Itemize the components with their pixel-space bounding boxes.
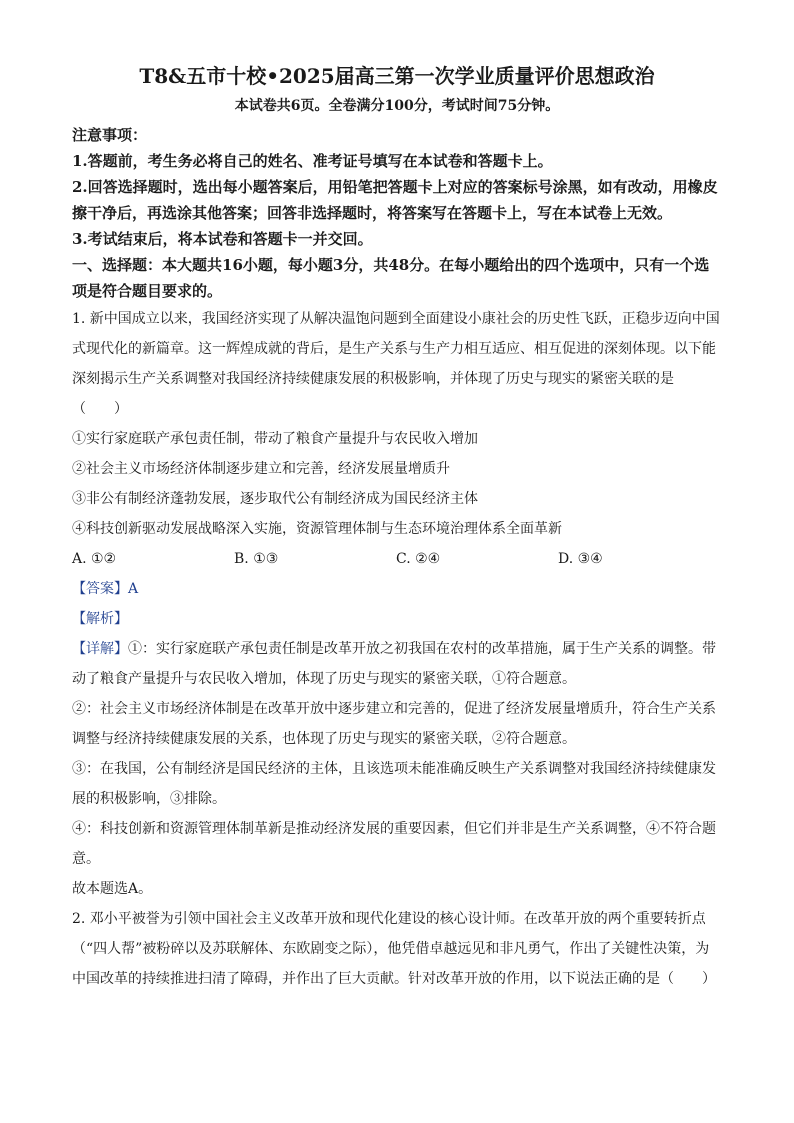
q1-option-a: A. ①② [72, 551, 117, 567]
q1-statement-4: ④科技创新驱动发展战略深入实施，资源管理体制与生态环境治理体系全面革新 [72, 521, 562, 537]
q1-options [72, 544, 722, 574]
q1-statement-1: ①实行家庭联产承包责任制，带动了粮食产量提升与农民收入增加 [72, 431, 478, 447]
q1-answer: 【答案】A [72, 581, 139, 597]
question-2 [72, 904, 722, 994]
notice-item-1: 1.答题前，考生务必将自己的姓名、准考证号填写在本试卷和答题卡上。 [72, 152, 553, 170]
q1-option-c: C. ②④ [396, 551, 441, 567]
q1-detail-4: ④：科技创新和资源管理体制革新是推动经济发展的重要因素，但它们并非是生产关系调整，④不符合题意。 [72, 821, 716, 867]
exam-page [72, 62, 722, 994]
q1-detail-tag: 【详解】 [72, 641, 128, 657]
question-1 [72, 304, 722, 904]
q1-statement-2: ②社会主义市场经济体制逐步建立和完善，经济发展量增质升 [72, 461, 450, 477]
q1-detail-2: ②：社会主义市场经济体制是在改革开放中逐步建立和完善的，促进了经济发展量增质升，符合生产关系调整与经济持续健康发展的关系，也体现了历史与现实的紧密关联，②符合题意。 [72, 701, 716, 747]
section-heading: 一、选择题：本大题共16小题，每小题3分，共48分。在每小题给出的四个选项中，只有一个选项是符合题目要求的。 [72, 256, 710, 300]
q1-conclusion: 故本题选A。 [72, 881, 153, 897]
q1-option-d: D. ③④ [558, 551, 603, 567]
notice-block [72, 122, 722, 304]
q2-stem: 2. 邓小平被誉为引领中国社会主义改革开放和现代化建设的核心设计师。在改革开放的两个重要转折点（“四人帮”被粉碎以及苏联解体、东欧剧变之际），他凭借卓越远见和非凡勇气，作出了关键性决策，为中国改革的持续推进扫清了障碍，并作出了巨大贡献。针对改革开放的作用，以下说法正确的是（ ） [72, 911, 716, 987]
notice-item-3: 3.考试结束后，将本试卷和答题卡一并交回。 [72, 230, 373, 248]
q1-detail-1-text: ①：实行家庭联产承包责任制是改革开放之初我国在农村的改革措施，属于生产关系的调整。带动了粮食产量提升与农民收入增加，体现了历史与现实的紧密关联，①符合题意。 [72, 641, 716, 687]
q1-option-b: B. ①③ [234, 551, 279, 567]
q1-detail-1 [72, 634, 722, 694]
notice-heading: 注意事项： [72, 126, 148, 144]
page-title: T8&五市十校•2025届高三第一次学业质量评价思想政治 [139, 64, 655, 88]
q1-analysis-tag: 【解析】 [72, 611, 128, 627]
q1-detail-3: ③：在我国，公有制经济是国民经济的主体，且该选项未能准确反映生产关系调整对我国经济持续健康发展的积极影响，③排除。 [72, 761, 716, 807]
q1-stem: 1. 新中国成立以来，我国经济实现了从解决温饱问题到全面建设小康社会的历史性飞跃，正稳步迈向中国式现代化的新篇章。这一辉煌成就的背后，是生产关系与生产力相互适应、相互促进的深刻体现。以下能深刻揭示生产关系调整对我国经济持续健康发展的积极影响，并体现了历史与现实的紧密关联的是（ ） [72, 311, 720, 417]
exam-subtitle: 本试卷共6页。全卷满分100分，考试时间75分钟。 [234, 98, 560, 114]
q1-statement-3: ③非公有制经济蓬勃发展，逐步取代公有制经济成为国民经济主体 [72, 491, 478, 507]
notice-item-2: 2.回答选择题时，选出每小题答案后，用铅笔把答题卡上对应的答案标号涂黑，如有改动，用橡皮擦干净后，再选涂其他答案；回答非选择题时，将答案写在答题卡上，写在本试卷上无效。 [72, 178, 718, 222]
